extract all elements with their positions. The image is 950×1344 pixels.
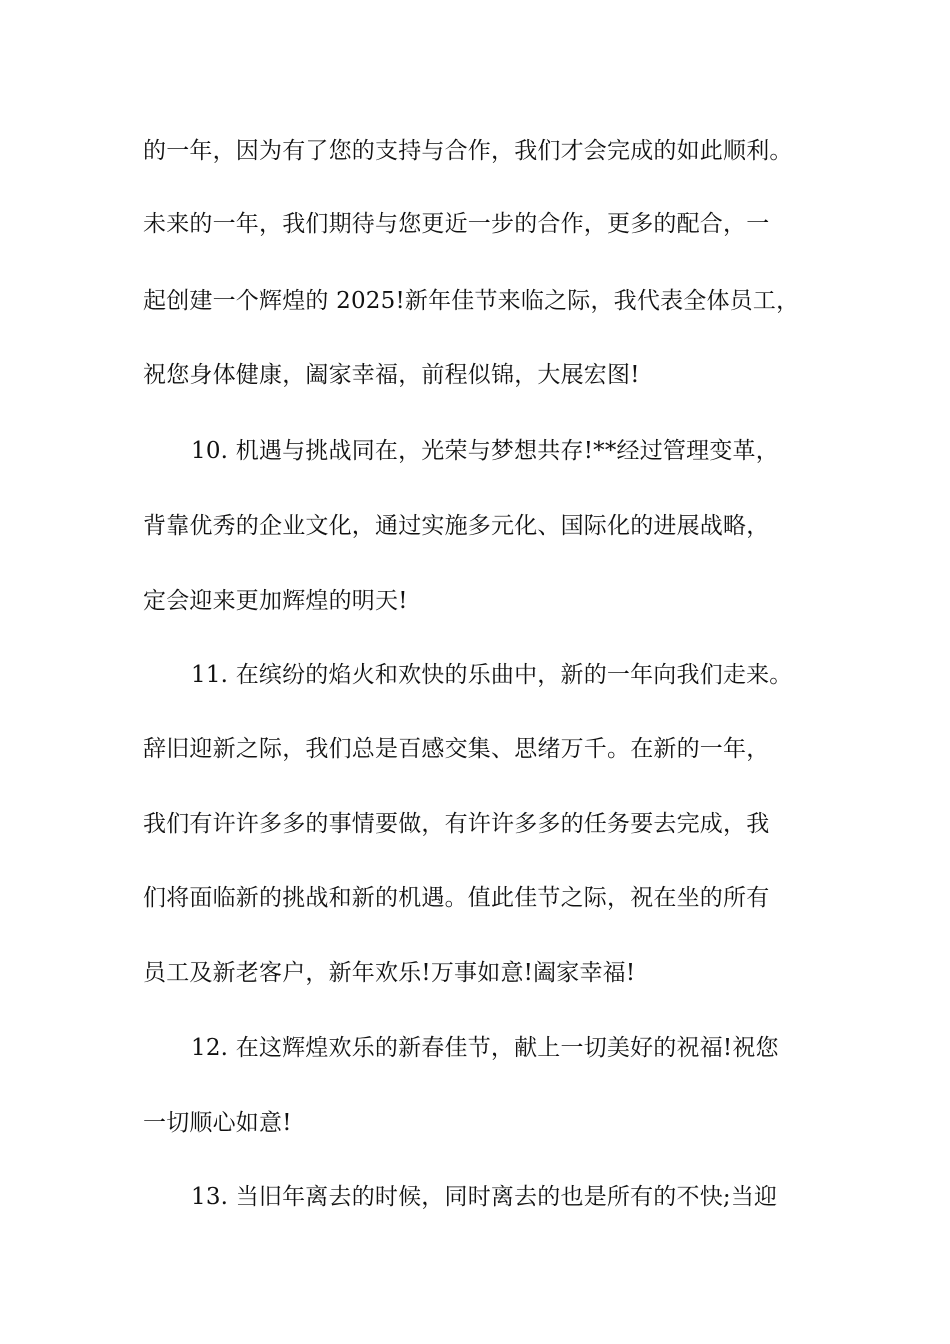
text-line: 定会迎来更加辉煌的明天! bbox=[143, 588, 408, 614]
numbered-paragraph-start: 13. 当旧年离去的时候，同时离去的也是所有的不快;当迎 bbox=[191, 1184, 778, 1210]
numbered-paragraph-start: 11. 在缤纷的焰火和欢快的乐曲中，新的一年向我们走来。 bbox=[191, 662, 793, 688]
numbered-paragraph-start: 12. 在这辉煌欢乐的新春佳节，献上一切美好的祝福!祝您 bbox=[191, 1035, 779, 1061]
text-line: 祝您身体健康，阖家幸福，前程似锦，大展宏图! bbox=[143, 362, 640, 388]
numbered-paragraph-start: 10. 机遇与挑战同在，光荣与梦想共存!**经过管理变革， bbox=[191, 438, 779, 464]
text-line: 一切顺心如意! bbox=[143, 1110, 292, 1136]
text-line: 的一年，因为有了您的支持与合作，我们才会完成的如此顺利。 bbox=[143, 138, 793, 164]
text-line: 背靠优秀的企业文化，通过实施多元化、国际化的进展战略， bbox=[143, 513, 770, 539]
text-line: 我们有许许多多的事情要做，有许许多多的任务要去完成，我 bbox=[143, 811, 770, 837]
text-line: 员工及新老客户，新年欢乐!万事如意!阖家幸福! bbox=[143, 960, 636, 986]
text-line: 们将面临新的挑战和新的机遇。值此佳节之际，祝在坐的所有 bbox=[143, 885, 770, 911]
text-line: 辞旧迎新之际，我们总是百感交集、思绪万千。在新的一年， bbox=[143, 736, 770, 762]
text-line: 未来的一年，我们期待与您更近一步的合作，更多的配合，一 bbox=[143, 211, 770, 237]
text-line: 起创建一个辉煌的 2025!新年佳节来临之际，我代表全体员工， bbox=[143, 288, 800, 314]
